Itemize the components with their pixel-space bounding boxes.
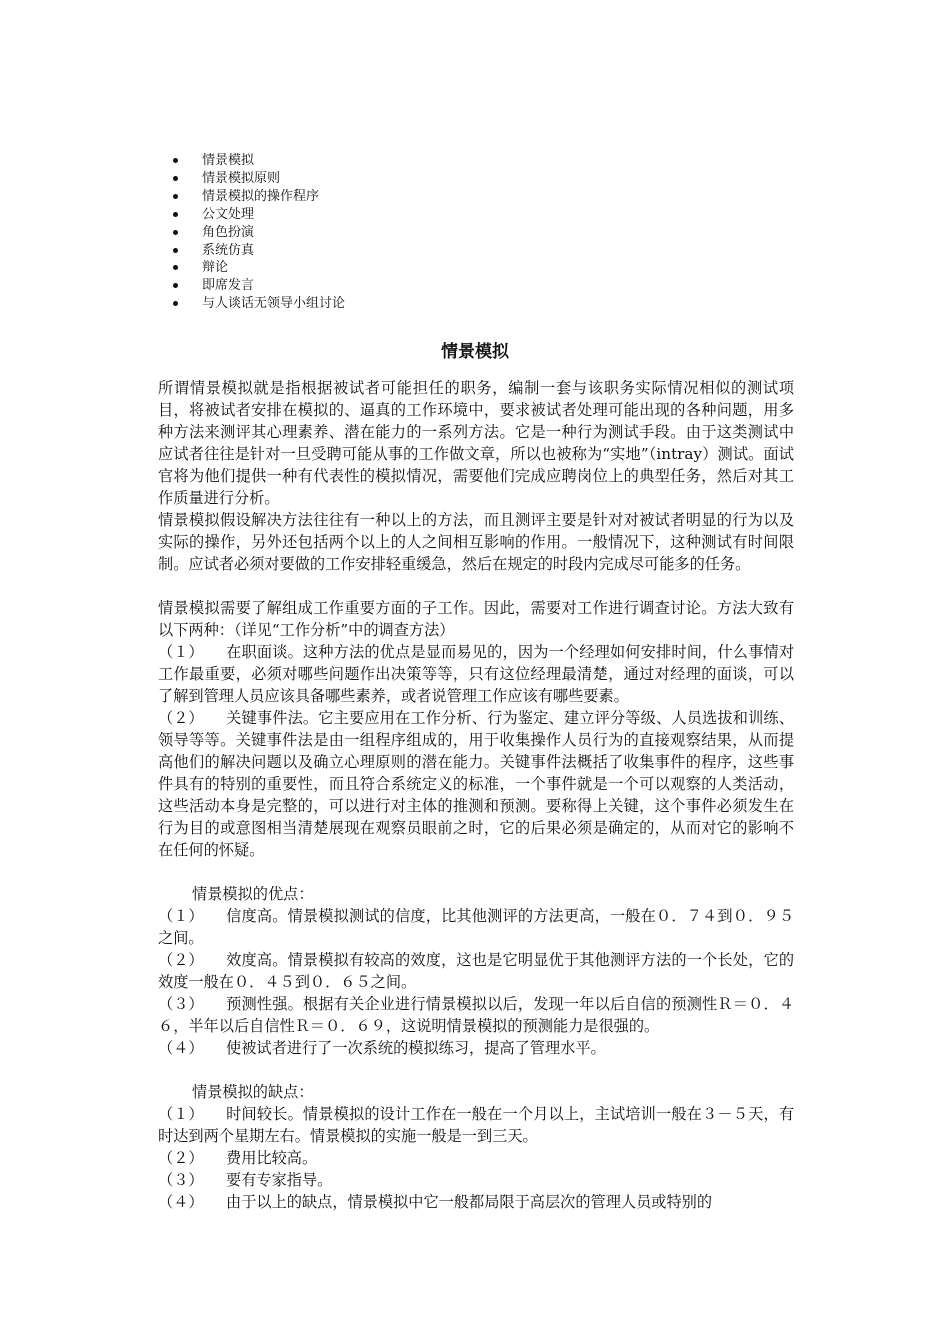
advantage-item — [158, 949, 794, 993]
disadvantages-heading: 情景模拟的缺点： — [192, 1083, 314, 1101]
item-number: （１） — [158, 643, 204, 661]
method-item — [158, 641, 794, 707]
article-body — [158, 377, 794, 1213]
analysis-intro: 情景模拟需要了解组成工作重要方面的子工作。因此，需要对工作进行调查讨论。方法大致有以下两种：（详见“工作分析”中的调查方法） — [158, 599, 794, 639]
toc-item[interactable]: 即席发言 — [170, 277, 345, 295]
intro-paragraph: 所谓情景模拟就是指根据被试者可能担任的职务，编制一套与该职务实际情况相似的测试项目，将被试者安排在模拟的、逼真的工作环境中，要求被试者处理可能出现的各种问题，用多种方法来测评其心理素养、潜在能力的一系列方法。它是一种行为测试手段。由于这类测试中应试者往往是针对一旦受聘可能从事的工作做文章，所以也被称为“实地”（intray）测试。面试官将为他们提供一种有代表性的模拟情况，需要他们完成应聘岗位上的典型任务，然后对其工作质量进行分析。 — [158, 379, 794, 507]
toc-item[interactable]: 辩论 — [170, 259, 345, 277]
item-text: 关键事件法。它主要应用在工作分析、行为鉴定、建立评分等级、人员选拔和训练、领导等等。关键事件法是由一组程序组成的，用于收集操作人员行为的直接观察结果，从而提高他们的解决问题以及确立心理原则的潜在能力。关键事件法概括了收集事件的程序，这些事件具有的特别的重要性，而且符合系统定义的标准，一个事件就是一个可以观察的人类活动，这些活动本身是完整的，可以进行对主体的推测和预测。要称得上关键，这个事件必须发生在行为目的或意图相当清楚展现在观察员眼前之时，它的后果必须是确定的，从而对它的影响不在任何的怀疑。 — [158, 709, 794, 859]
item-text: 信度高。情景模拟测试的信度，比其他测评的方法更高，一般在０．７４到０．９５之间。 — [158, 907, 794, 947]
disadvantage-item — [158, 1169, 794, 1191]
disadvantage-item — [158, 1191, 794, 1213]
item-number: （４） — [158, 1193, 204, 1211]
item-text: 费用比较高。 — [226, 1149, 318, 1167]
advantage-item — [158, 1037, 794, 1059]
item-text: 效度高。情景模拟有较高的效度，这也是它明显优于其他测评方法的一个长处，它的效度一般在０．４５到０．６５之间。 — [158, 951, 794, 991]
item-number: （２） — [158, 951, 204, 969]
item-number: （３） — [158, 995, 204, 1013]
method-item — [158, 707, 794, 861]
item-number: （１） — [158, 1105, 204, 1123]
disadvantage-item — [158, 1147, 794, 1169]
item-number: （４） — [158, 1039, 204, 1057]
item-text: 使被试者进行了一次系统的模拟练习，提高了管理水平。 — [226, 1039, 606, 1057]
item-text: 预测性强。根据有关企业进行情景模拟以后，发现一年以后自信的预测性Ｒ＝０．４６，半年以后自信性Ｒ＝０．６９，这说明情景模拟的预测能力是很强的。 — [158, 995, 794, 1035]
toc-item[interactable]: 与人谈话无领导小组讨论 — [170, 295, 345, 313]
item-number: （２） — [158, 709, 204, 727]
spacer — [158, 1059, 794, 1081]
advantage-item — [158, 993, 794, 1037]
item-number: （３） — [158, 1171, 204, 1189]
item-text: 要有专家指导。 — [226, 1171, 333, 1189]
table-of-contents — [170, 152, 345, 313]
advantage-item — [158, 905, 794, 949]
toc-item[interactable]: 角色扮演 — [170, 224, 345, 242]
item-number: （２） — [158, 1149, 204, 1167]
disadvantage-item — [158, 1103, 794, 1147]
item-text: 在职面谈。这种方法的优点是显而易见的，因为一个经理如何安排时间，什么事情对工作最重要，必须对哪些问题作出决策等等，只有这位经理最清楚，通过对经理的面谈，可以了解到管理人员应该具备哪些素养，或者说管理工作应该有哪些要素。 — [158, 643, 794, 705]
spacer — [158, 575, 794, 597]
spacer — [158, 861, 794, 883]
toc-item[interactable]: 公文处理 — [170, 206, 345, 224]
toc-item[interactable]: 情景模拟的操作程序 — [170, 188, 345, 206]
toc-item[interactable]: 情景模拟原则 — [170, 170, 345, 188]
item-text: 时间较长。情景模拟的设计工作在一般在一个月以上，主试培训一般在３－５天，有时达到两个星期左右。情景模拟的实施一般是一到三天。 — [158, 1105, 794, 1145]
toc-item[interactable]: 系统仿真 — [170, 242, 345, 260]
intro-paragraph: 情景模拟假设解决方法往往有一种以上的方法，而且测评主要是针对对被试者明显的行为以及实际的操作，另外还包括两个以上的人之间相互影响的作用。一般情况下，这种测试有时间限制。应试者必须对要做的工作安排轻重缓急，然后在规定的时段内完成尽可能多的任务。 — [158, 511, 794, 573]
page-title: 情景模拟 — [441, 342, 509, 362]
item-number: （１） — [158, 907, 204, 925]
item-text: 由于以上的缺点，情景模拟中它一般都局限于高层次的管理人员或特别的 — [226, 1193, 712, 1211]
toc-item[interactable]: 情景模拟 — [170, 152, 345, 170]
advantages-heading: 情景模拟的优点： — [192, 885, 314, 903]
